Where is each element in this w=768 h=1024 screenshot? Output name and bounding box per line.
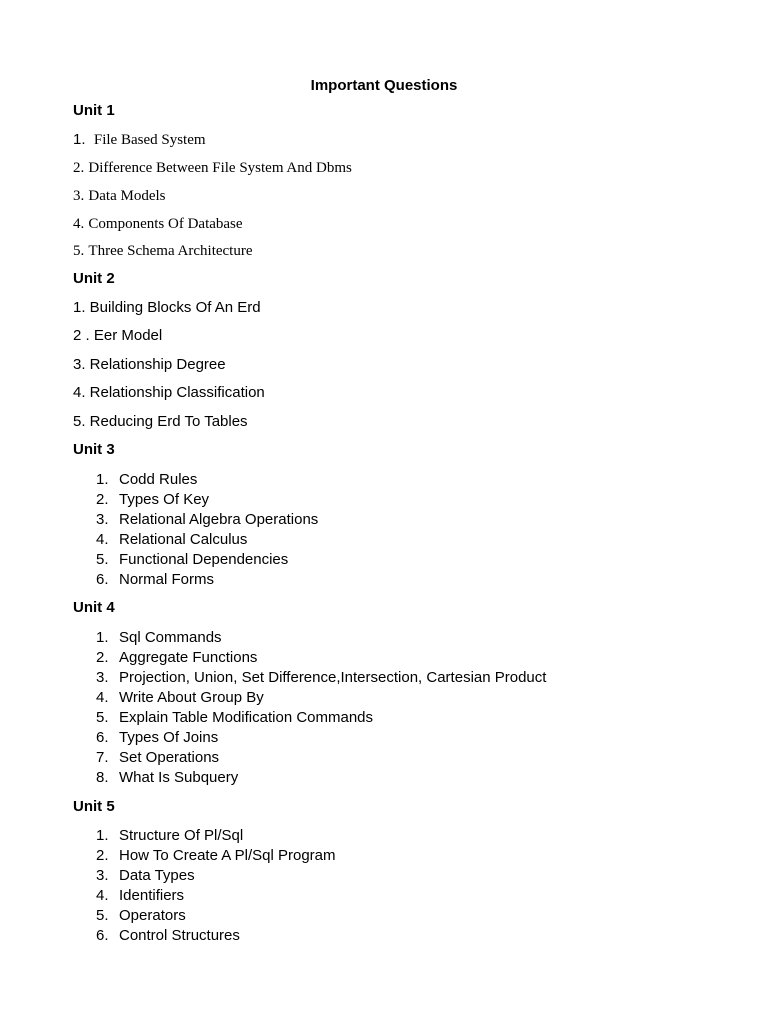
unit-1-item	[73, 187, 166, 205]
item-text: Operators	[119, 907, 186, 924]
list-item	[96, 470, 318, 490]
list-item	[96, 570, 318, 590]
item-text: Functional Dependencies	[119, 551, 289, 568]
list-item	[96, 490, 318, 510]
item-text: Structure Of Pl/Sql	[119, 827, 244, 844]
item-text: Codd Rules	[119, 471, 198, 488]
unit-1-item	[73, 131, 206, 149]
unit-2-heading: Unit 2	[73, 270, 115, 287]
list-item	[96, 768, 546, 788]
list-item	[96, 866, 336, 886]
item-number: 4.	[96, 531, 109, 548]
list-item	[96, 668, 546, 688]
unit-5-list	[96, 826, 336, 946]
list-item	[96, 688, 546, 708]
item-number: 2.	[96, 649, 109, 666]
unit-1-item	[73, 159, 352, 177]
item-text: Normal Forms	[119, 571, 215, 588]
item-text: Identifiers	[119, 887, 185, 904]
item-number: 6.	[96, 927, 109, 944]
item-text: File Based System	[93, 132, 206, 148]
list-item	[96, 748, 546, 768]
unit-5-heading: Unit 5	[73, 798, 115, 815]
item-text: Explain Table Modification Commands	[119, 709, 374, 726]
item-number: 3.	[96, 669, 109, 686]
item-number: 4.	[96, 887, 109, 904]
item-number: 1.	[96, 471, 109, 488]
item-number: 2.	[73, 160, 85, 176]
item-text: Data Models	[88, 188, 166, 204]
list-item	[96, 530, 318, 550]
item-number: 5.	[96, 709, 109, 726]
item-text: Set Operations	[119, 749, 220, 766]
item-number: 5.	[96, 907, 109, 924]
item-text: Types Of Key	[119, 491, 210, 508]
unit-1-heading: Unit 1	[73, 102, 115, 119]
item-text: Three Schema Architecture	[88, 243, 253, 259]
item-number: 4.	[96, 689, 109, 706]
item-text: Types Of Joins	[119, 729, 219, 746]
item-text: Write About Group By	[119, 689, 264, 706]
item-number: 1.	[73, 131, 86, 148]
list-item	[96, 906, 336, 926]
unit-1-item	[73, 242, 253, 260]
list-item	[96, 926, 336, 946]
item-number: 8.	[96, 769, 109, 786]
item-text: Projection, Union, Set Difference,Intersection, Cartesian Product	[119, 669, 547, 686]
item-text: What Is Subquery	[119, 769, 239, 786]
item-text: Relational Calculus	[119, 531, 248, 548]
item-number: 5.	[73, 243, 85, 259]
list-item	[96, 886, 336, 906]
item-number: 5.	[96, 551, 109, 568]
item-number: 3.	[96, 867, 109, 884]
unit-2-item: 1. Building Blocks Of An Erd	[73, 299, 261, 316]
item-text: Aggregate Functions	[119, 649, 258, 666]
item-number: 2.	[96, 847, 109, 864]
list-item	[96, 550, 318, 570]
list-item	[96, 628, 546, 648]
item-number: 7.	[96, 749, 109, 766]
list-item	[96, 708, 546, 728]
item-text: Data Types	[119, 867, 195, 884]
page-title: Important Questions	[310, 77, 458, 94]
unit-1-item	[73, 215, 243, 233]
list-item	[96, 826, 336, 846]
unit-2-item: 4. Relationship Classification	[73, 384, 265, 401]
list-item	[96, 728, 546, 748]
list-item	[96, 846, 336, 866]
item-text: Difference Between File System And Dbms	[88, 160, 352, 176]
unit-4-heading: Unit 4	[73, 599, 115, 616]
item-text: Control Structures	[119, 927, 240, 944]
item-number: 3.	[96, 511, 109, 528]
item-number: 3.	[73, 188, 85, 204]
item-text: Components Of Database	[88, 216, 243, 232]
item-number: 4.	[73, 216, 85, 232]
item-number: 6.	[96, 571, 109, 588]
unit-2-item: 3. Relationship Degree	[73, 356, 226, 373]
list-item	[96, 648, 546, 668]
item-number: 1.	[96, 629, 109, 646]
item-number: 6.	[96, 729, 109, 746]
item-text: Relational Algebra Operations	[119, 511, 319, 528]
item-text: How To Create A Pl/Sql Program	[119, 847, 336, 864]
unit-3-list	[96, 470, 318, 590]
item-number: 2.	[96, 491, 109, 508]
item-number: 1.	[96, 827, 109, 844]
unit-2-item: 2 . Eer Model	[73, 327, 163, 344]
item-text: Sql Commands	[119, 629, 222, 646]
list-item	[96, 510, 318, 530]
unit-4-list	[96, 628, 546, 788]
unit-3-heading: Unit 3	[73, 441, 115, 458]
unit-2-item: 5. Reducing Erd To Tables	[73, 413, 248, 430]
